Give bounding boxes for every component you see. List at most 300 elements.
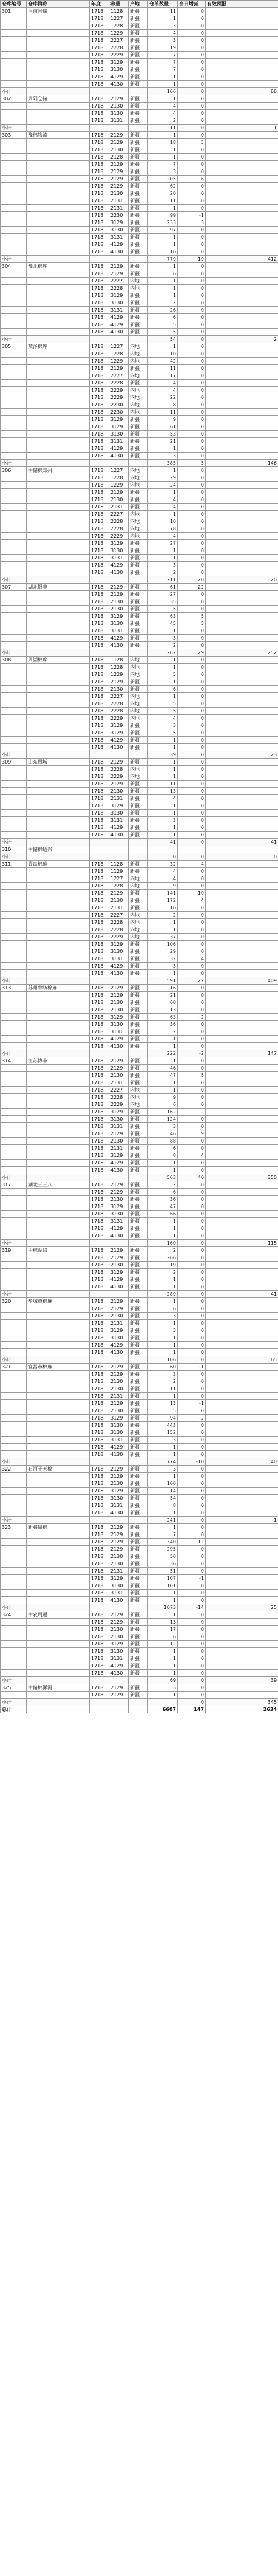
cell-origin: 内地 (129, 285, 148, 292)
table-row (1, 948, 278, 955)
cell-receipt-qty: 162 (148, 1109, 178, 1116)
cell-receipt-qty: 2 (148, 117, 178, 125)
cell-year: 1718 (90, 343, 109, 350)
cell-warehouse-name (27, 708, 90, 715)
cell-year: 1718 (90, 227, 109, 234)
cell-warehouse-name (27, 591, 90, 598)
table-row (1, 1327, 278, 1334)
cell-origin: 新疆 (129, 1138, 148, 1145)
cell-warehouse-name (27, 598, 90, 606)
cell-warehouse-id (1, 168, 27, 176)
cell-origin: 新疆 (129, 1189, 148, 1196)
cell-origin (129, 1604, 148, 1611)
cell-daily-change: 0 (178, 547, 206, 555)
cell-origin (129, 649, 148, 657)
cell-warehouse-name (27, 934, 90, 941)
cell-warehouse-id (1, 1232, 27, 1240)
cell-receipt-qty (148, 1699, 178, 1706)
cell-warehouse-id (1, 795, 27, 802)
cell-grade: 2129 (109, 1611, 129, 1619)
cell-grade: 2129 (109, 1305, 129, 1313)
cell-daily-change: 0 (178, 489, 206, 496)
cell-valid-forecast (206, 518, 278, 525)
cell-origin: 新疆 (129, 1079, 148, 1087)
cell-receipt-qty: 4 (148, 868, 178, 875)
cell-valid-forecast (206, 263, 278, 270)
cell-daily-change: -14 (178, 1604, 206, 1611)
cell-warehouse-id: 小计 (1, 336, 27, 343)
cell-warehouse-id: 小计 (1, 88, 27, 95)
cell-year: 1718 (90, 1021, 109, 1028)
cell-year: 1718 (90, 474, 109, 482)
cell-warehouse-id (1, 15, 27, 22)
cell-year: 1718 (90, 759, 109, 766)
cell-daily-change: 0 (178, 1670, 206, 1677)
cell-warehouse-id (1, 926, 27, 934)
cell-year: 1718 (90, 1123, 109, 1130)
cell-grade: 1227 (109, 467, 129, 474)
cell-warehouse-id (1, 1582, 27, 1590)
table-row (1, 212, 278, 219)
table-row (1, 401, 278, 409)
table-row (1, 555, 278, 562)
subtotal-row (1, 853, 278, 861)
cell-warehouse-name: 荥泽棉库 (27, 343, 90, 350)
cell-valid-forecast (206, 1254, 278, 1262)
cell-receipt-qty: 53 (148, 431, 178, 438)
cell-valid-forecast (206, 693, 278, 700)
cell-daily-change: 0 (178, 999, 206, 1006)
cell-year: 1718 (90, 1400, 109, 1407)
cell-warehouse-id (1, 1546, 27, 1553)
cell-receipt-qty: 21 (148, 992, 178, 999)
cell-receipt-qty: 9 (148, 416, 178, 423)
cell-warehouse-id (1, 540, 27, 547)
table-row (1, 540, 278, 547)
table-row (1, 1692, 278, 1699)
cell-receipt-qty: 1 (148, 467, 178, 474)
cell-warehouse-name (27, 1444, 90, 1451)
cell-origin: 新疆 (129, 1407, 148, 1415)
cell-receipt-qty: 1 (148, 547, 178, 555)
cell-warehouse-name (27, 1276, 90, 1283)
cell-valid-forecast (206, 970, 278, 977)
cell-year: 1718 (90, 1422, 109, 1429)
cell-warehouse-id (1, 1422, 27, 1429)
subtotal-row (1, 977, 278, 985)
cell-origin: 内地 (129, 409, 148, 416)
cell-daily-change: 5 (178, 613, 206, 620)
cell-warehouse-id (1, 212, 27, 219)
table-row (1, 1145, 278, 1152)
cell-grade: 3131 (109, 1655, 129, 1662)
cell-receipt-qty: 1 (148, 1167, 178, 1174)
table-row (1, 926, 278, 934)
cell-valid-forecast (206, 1582, 278, 1590)
cell-grade: 4130 (109, 1043, 129, 1050)
cell-receipt-qty: 1 (148, 343, 178, 350)
cell-origin: 新疆 (129, 817, 148, 824)
cell-year: 1718 (90, 95, 109, 103)
cell-year: 1718 (90, 1692, 109, 1699)
cell-receipt-qty: 1 (148, 737, 178, 744)
cell-grade (109, 649, 129, 657)
cell-receipt-qty: 1 (148, 1087, 178, 1094)
cell-year: 1718 (90, 533, 109, 540)
cell-warehouse-name (27, 504, 90, 511)
cell-origin: 新疆 (129, 781, 148, 788)
cell-valid-forecast (206, 1451, 278, 1458)
cell-year: 1718 (90, 861, 109, 868)
cell-daily-change: 0 (178, 125, 206, 132)
cell-grade: 2129 (109, 183, 129, 190)
cell-warehouse-id (1, 715, 27, 722)
cell-grade: 2130 (109, 1560, 129, 1568)
cell-warehouse-id (1, 890, 27, 897)
cell-receipt-qty: 3 (148, 722, 178, 729)
cell-daily-change: 0 (178, 759, 206, 766)
cell-receipt-qty: 4 (148, 795, 178, 802)
cell-daily-change: 2 (178, 1109, 206, 1116)
cell-origin: 新疆 (129, 227, 148, 234)
cell-warehouse-id (1, 912, 27, 919)
cell-year: 1718 (90, 431, 109, 438)
cell-origin: 新疆 (129, 95, 148, 103)
cell-year: 1718 (90, 1006, 109, 1014)
cell-warehouse-id (1, 394, 27, 401)
cell-warehouse-name: 盐城市棉麻 (27, 1298, 90, 1305)
cell-daily-change: 0 (178, 1006, 206, 1014)
cell-daily-change: 0 (178, 729, 206, 737)
cell-valid-forecast (206, 1087, 278, 1094)
cell-valid-forecast (206, 380, 278, 387)
cell-origin: 新疆 (129, 416, 148, 423)
cell-year: 1718 (90, 598, 109, 606)
cell-warehouse-name: 中储棉郑州 (27, 467, 90, 474)
cell-grade: 3129 (109, 1109, 129, 1116)
cell-origin: 新疆 (129, 1298, 148, 1305)
table-row (1, 1349, 278, 1356)
cell-year: 1718 (90, 1247, 109, 1254)
cell-year: 1718 (90, 1342, 109, 1349)
cell-receipt-qty: 289 (148, 1291, 178, 1298)
cell-valid-forecast (206, 117, 278, 125)
cell-valid-forecast (206, 533, 278, 540)
cell-valid-forecast (206, 81, 278, 88)
cell-origin: 新疆 (129, 1152, 148, 1160)
cell-warehouse-name (27, 1670, 90, 1677)
cell-warehouse-id (1, 190, 27, 197)
cell-receipt-qty: 1 (148, 1349, 178, 1356)
table-row (1, 489, 278, 496)
cell-receipt-qty: 1 (148, 678, 178, 686)
table-row (1, 190, 278, 197)
cell-warehouse-name (27, 445, 90, 453)
cell-warehouse-name (27, 474, 90, 482)
cell-grade: 4129 (109, 73, 129, 81)
cell-year: 1718 (90, 453, 109, 460)
cell-grade: 2227 (109, 372, 129, 380)
cell-origin: 新疆 (129, 15, 148, 22)
cell-origin: 新疆 (129, 963, 148, 970)
cell-origin: 新疆 (129, 1334, 148, 1342)
cell-origin: 新疆 (129, 154, 148, 161)
cell-receipt-qty: 106 (148, 1356, 178, 1364)
cell-receipt-qty: 1 (148, 132, 178, 139)
cell-warehouse-name (27, 955, 90, 963)
cell-warehouse-id (1, 934, 27, 941)
cell-receipt-qty: 1 (148, 154, 178, 161)
cell-year: 1718 (90, 1553, 109, 1560)
cell-daily-change: 0 (178, 299, 206, 307)
cell-daily-change: 0 (178, 1611, 206, 1619)
cell-grade: 3131 (109, 1028, 129, 1036)
cell-valid-forecast (206, 183, 278, 190)
cell-daily-change: 0 (178, 948, 206, 955)
cell-origin: 新疆 (129, 1145, 148, 1152)
cell-year: 1718 (90, 1437, 109, 1444)
cell-origin: 新疆 (129, 1692, 148, 1699)
cell-year: 1718 (90, 744, 109, 751)
cell-daily-change: 0 (178, 1619, 206, 1626)
cell-grade: 3129 (109, 292, 129, 299)
cell-origin: 内地 (129, 533, 148, 540)
cell-grade: 4129 (109, 1160, 129, 1167)
cell-daily-change: 0 (178, 1240, 206, 1247)
cell-year: 1718 (90, 934, 109, 941)
cell-daily-change: 0 (178, 372, 206, 380)
cell-warehouse-id (1, 1662, 27, 1670)
table-row (1, 394, 278, 401)
cell-valid-forecast (206, 832, 278, 839)
cell-year: 1718 (90, 1203, 109, 1211)
cell-daily-change: 0 (178, 904, 206, 912)
cell-year: 1718 (90, 8, 109, 15)
cell-warehouse-id (1, 241, 27, 248)
cell-year: 1718 (90, 52, 109, 59)
cell-valid-forecast (206, 1633, 278, 1641)
cell-year: 1718 (90, 1633, 109, 1641)
cell-daily-change: 0 (178, 1582, 206, 1590)
cell-warehouse-id (1, 620, 27, 627)
cell-origin: 新疆 (129, 117, 148, 125)
cell-warehouse-id: 小计 (1, 256, 27, 263)
table-row (1, 1254, 278, 1262)
table-row (1, 1269, 278, 1276)
cell-origin: 新疆 (129, 1305, 148, 1313)
cell-year: 1718 (90, 686, 109, 693)
cell-grade: 2230 (109, 212, 129, 219)
cell-year: 1718 (90, 1488, 109, 1495)
cell-year: 1718 (90, 365, 109, 372)
table-row (1, 1196, 278, 1203)
cell-grade: 2129 (109, 584, 129, 591)
cell-grade: 1229 (109, 671, 129, 678)
cell-daily-change: 0 (178, 657, 206, 664)
cell-daily-change: 4 (178, 955, 206, 963)
table-row (1, 1531, 278, 1539)
cell-grade: 2129 (109, 1546, 129, 1553)
cell-daily-change: 0 (178, 1043, 206, 1050)
cell-origin: 新疆 (129, 453, 148, 460)
cell-warehouse-id (1, 37, 27, 44)
cell-valid-forecast (206, 955, 278, 963)
cell-origin: 内地 (129, 875, 148, 883)
cell-origin: 新疆 (129, 890, 148, 897)
cell-warehouse-id (1, 700, 27, 708)
table-row (1, 1116, 278, 1123)
cell-daily-change: 0 (178, 504, 206, 511)
table-row (1, 380, 278, 387)
cell-year: 1718 (90, 824, 109, 832)
cell-valid-forecast (206, 299, 278, 307)
cell-warehouse-id (1, 1254, 27, 1262)
cell-warehouse-name (27, 1648, 90, 1655)
cell-valid-forecast: 66 (206, 88, 278, 95)
cell-origin: 新疆 (129, 1211, 148, 1218)
cell-daily-change: 0 (178, 1291, 206, 1298)
cell-valid-forecast (206, 664, 278, 671)
cell-warehouse-name (27, 1218, 90, 1225)
cell-daily-change: 0 (178, 285, 206, 292)
cell-year: 1718 (90, 1079, 109, 1087)
cell-warehouse-id (1, 1327, 27, 1334)
cell-year (90, 576, 109, 584)
cell-grade (109, 88, 129, 95)
cell-year: 1718 (90, 205, 109, 212)
cell-valid-forecast (206, 1109, 278, 1116)
table-row (1, 350, 278, 358)
cell-receipt-qty: 69 (148, 1677, 178, 1684)
cell-receipt-qty: 9 (148, 883, 178, 890)
cell-receipt-qty: 1 (148, 1524, 178, 1531)
cell-daily-change: 19 (178, 256, 206, 263)
cell-warehouse-name (27, 1036, 90, 1043)
cell-receipt-qty: 47 (148, 1072, 178, 1079)
cell-daily-change: 0 (178, 1648, 206, 1655)
cell-year: 1718 (90, 868, 109, 875)
cell-valid-forecast (206, 1218, 278, 1225)
cell-warehouse-id (1, 474, 27, 482)
cell-origin: 新疆 (129, 722, 148, 729)
cell-warehouse-name (27, 722, 90, 729)
cell-grade: 2129 (109, 1684, 129, 1692)
cell-grade: 2228 (109, 380, 129, 387)
cell-warehouse-name (27, 817, 90, 824)
cell-warehouse-name (27, 1677, 90, 1684)
cell-origin: 新疆 (129, 1626, 148, 1633)
cell-origin: 新疆 (129, 1057, 148, 1065)
cell-daily-change: 0 (178, 1356, 206, 1364)
cell-valid-forecast: 2634 (206, 1706, 278, 1713)
cell-daily-change: -1 (178, 1364, 206, 1371)
cell-grade: 2129 (109, 1181, 129, 1189)
cell-receipt-qty: 32 (148, 955, 178, 963)
cell-origin: 新疆 (129, 1116, 148, 1123)
cell-valid-forecast (206, 613, 278, 620)
cell-year: 1718 (90, 1313, 109, 1320)
cell-warehouse-id: 小计 (1, 1356, 27, 1364)
cell-grade: 3131 (109, 1590, 129, 1597)
cell-origin: 内地 (129, 387, 148, 394)
cell-warehouse-id (1, 59, 27, 66)
cell-grade: 2129 (109, 1254, 129, 1262)
cell-origin: 新疆 (129, 1043, 148, 1050)
cell-warehouse-name (27, 1553, 90, 1560)
table-row (1, 278, 278, 285)
cell-receipt-qty: 262 (148, 649, 178, 657)
cell-year: 1718 (90, 1524, 109, 1531)
cell-year: 1718 (90, 1152, 109, 1160)
cell-grade: 2130 (109, 598, 129, 606)
cell-warehouse-name (27, 1203, 90, 1211)
cell-year: 1718 (90, 1546, 109, 1553)
cell-valid-forecast (206, 1692, 278, 1699)
cell-valid-forecast: 65 (206, 1356, 278, 1364)
cell-receipt-qty: 124 (148, 1116, 178, 1123)
cell-warehouse-id (1, 766, 27, 773)
cell-receipt-qty: 11 (148, 197, 178, 205)
cell-grade: 2227 (109, 693, 129, 700)
cell-year: 1718 (90, 904, 109, 912)
cell-warehouse-id: 309 (1, 759, 27, 766)
cell-grade: 4130 (109, 248, 129, 256)
cell-receipt-qty: 12 (148, 1641, 178, 1648)
cell-receipt-qty: 591 (148, 977, 178, 985)
cell-origin: 新疆 (129, 904, 148, 912)
cell-warehouse-id (1, 219, 27, 227)
cell-receipt-qty: 6 (148, 314, 178, 321)
cell-warehouse-id: 306 (1, 467, 27, 474)
cell-warehouse-id (1, 999, 27, 1006)
cell-receipt-qty: 1073 (148, 1604, 178, 1611)
table-row (1, 1670, 278, 1677)
cell-origin (129, 1356, 148, 1364)
cell-valid-forecast (206, 409, 278, 416)
cell-origin (129, 751, 148, 759)
cell-daily-change: 0 (178, 664, 206, 671)
cell-year (90, 336, 109, 343)
cell-receipt-qty: 17 (148, 372, 178, 380)
cell-warehouse-name (27, 270, 90, 278)
cell-origin: 新疆 (129, 1028, 148, 1036)
cell-valid-forecast (206, 890, 278, 897)
cell-warehouse-name (27, 1349, 90, 1356)
table-row (1, 358, 278, 365)
subtotal-row (1, 1174, 278, 1181)
cell-year: 1718 (90, 270, 109, 278)
table-row (1, 117, 278, 125)
cell-year: 1718 (90, 642, 109, 649)
cell-valid-forecast (206, 1488, 278, 1495)
table-row (1, 73, 278, 81)
cell-warehouse-name (27, 948, 90, 955)
cell-warehouse-id (1, 547, 27, 555)
cell-receipt-qty: 7 (148, 1531, 178, 1539)
cell-year: 1718 (90, 540, 109, 547)
cell-warehouse-name (27, 1568, 90, 1575)
cell-daily-change: 0 (178, 926, 206, 934)
cell-year: 1718 (90, 81, 109, 88)
cell-daily-change: 0 (178, 700, 206, 708)
cell-daily-change: 0 (178, 205, 206, 212)
cell-origin: 新疆 (129, 1371, 148, 1378)
cell-origin: 新疆 (129, 212, 148, 219)
cell-year: 1718 (90, 1334, 109, 1342)
cell-warehouse-id (1, 1334, 27, 1342)
cell-warehouse-id (1, 1065, 27, 1072)
cell-origin: 新疆 (129, 1422, 148, 1429)
